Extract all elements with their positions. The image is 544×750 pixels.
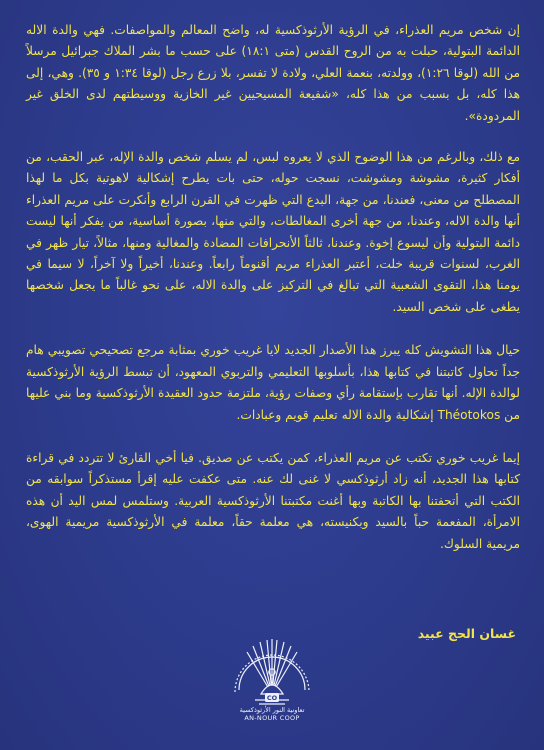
publisher-emblem-icon [217, 632, 327, 716]
paragraph-4: إيما غريب خوري تكتب عن مريم العذراء، كمن يكتب عن صديق. فيا أخي القارئ لا تتردد في قراءة كتابها هذا الجديد، أنه زاد أرثوذكسي لا غنى لك عنه. متى عكفت عليه إقرأ مستذكراً سوابقه من الكتب التي أتحفتنا بها الكاتبة وبها أغنت مكتبتنا الأرثوذكسية العربية. وستلمس لمس اليد أن هذه الامرأة، المفعمة حباً بالسيد وبكنيسته، هي معلمة حقاً، معلمة في الأرثوذكسية مريمية الهوى، مريمية السلوك. [26, 450, 520, 551]
publisher-logo [217, 632, 327, 740]
publisher-arabic-name: تعاونية النور الأرثوذكسية [239, 706, 305, 714]
publisher-latin-name: AN-NOUR COOP [244, 714, 300, 722]
publisher-badge: CO [266, 694, 278, 703]
paragraph-2: مع ذلك، وبالرغم من هذا الوضوح الذي لا يعروه لبس، لم يسلم شخص والدة الإله، عبر الحقب، من أفكار كثيرة، مشوشة ومشوشت، نسجت حوله، حتى بات يطرح إشكالية لاهوتية بكل ما لهذا المصطلح من معنى، فعندنا، من جهة، البدع التي ظهرت في القرن الرابع وأنكرت على مريم العذراء أنها والدة الاله، وعندنا، من جهة أخرى المغالطات، والتي منها، بصورة أساسية، من يفكر أنها ليست دائمة البتولية وأن ليسوع إخوة. وعندنا، ثالثاً الأنحرافات المضادة والمغالية ومنها، مثالاً، تيار ظهر في الغرب، لسنوات قريبة خلت، أعتبر العذراء مريم أقنوماً رابعاً. وعندنا، أخيراً ولا آخراً، لا سيما في يومنا هذا، التقوى الشعبية التي تبالغ في التركيز على والدة الاله، على نحو غالباً ما يجعل شخصها يطغى على شخص السيد. [26, 150, 520, 314]
paragraph-1: إن شخص مريم العذراء، في الرؤية الأرثوذكسية له، واضح المعالم والمواصفات. فهي والدة الاله الدائمة البتولية، حبلت به من الروح القدس (متى ١٨:١) على حسب ما بشر الملاك جبرائيل مرسلاً من الله (لوقا ١:٢٦)، وولدته، بنعمة العلي، ولادة لا تفسر، بلا زرع رجل (لوقا ١:٣٤ و ٣٥). وهي، إلى هذا كله، بل بسبب من هذا كله، «شفيعة المسيحيين غير الخازية ووسيطتهم لدى الخلق غير المردودة». [26, 23, 521, 123]
paragraph-3 [26, 340, 520, 426]
paragraph-3-text: حيال هذا التشويش كله يبرز هذا الأصدار الجديد لايا غريب خوري بمثابة مرجع تصحيحي تصويبي هام جداً تحاول كاتبتنا في كتابها هذا، بأسلوبها التعليمي والتربوي المعهود، أن تبسط الرؤية الأرثوذكسية لوالدة الإله. أنها تقارب بإستقامة رأي وصفات رؤية، ملتزمة حدود العقيدة الأرثوذكسية وما بني عليها من Théotokos إشكالية والدة الاله تعليم قويم وعبادات. [26, 343, 520, 422]
author-signature: غسان الحج عبيد [417, 626, 516, 641]
cover-text [26, 20, 520, 577]
